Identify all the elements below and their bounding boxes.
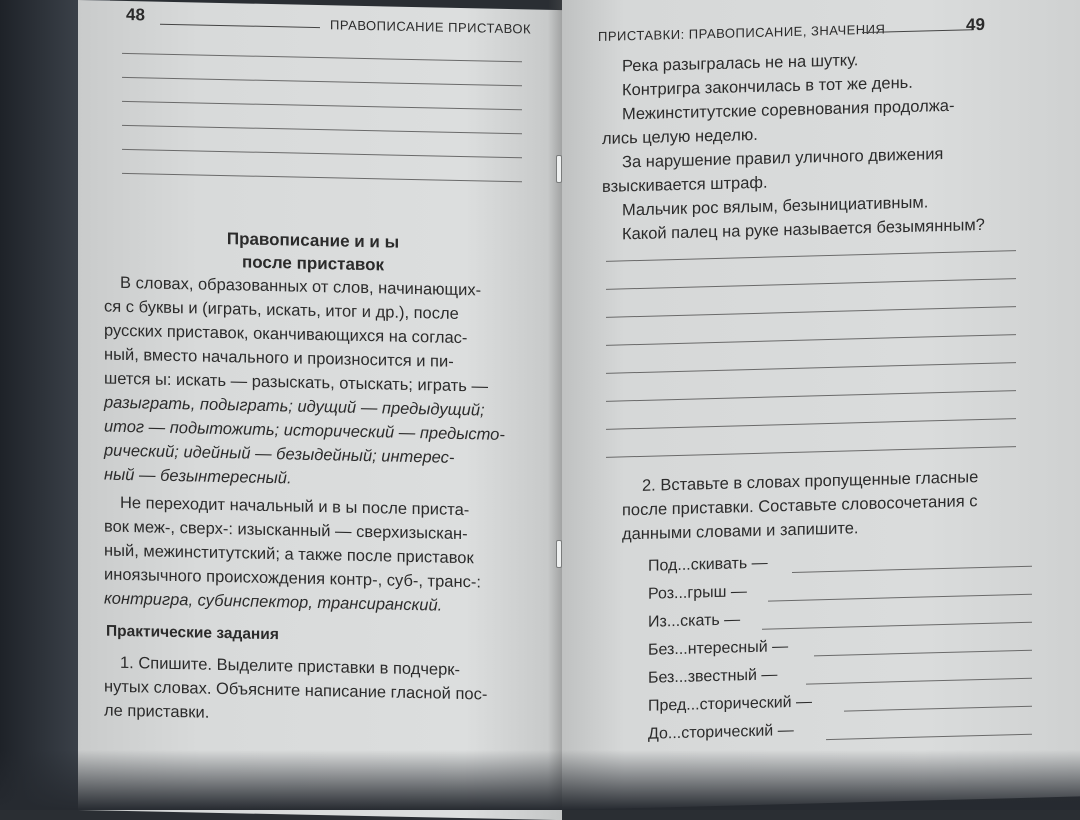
heading-line-2: после приставок [241,252,385,275]
text-line: после приставки. Составьте словосочетания с [622,492,978,520]
writing-line [122,125,522,134]
text-line: ный, вместо начального и произносится и пи- [104,345,454,371]
writing-line [122,149,522,158]
answer-line [826,734,1032,740]
practice-heading: Практические задания [106,622,279,644]
text-line: русских приставок, оканчивающихся на соглас- [104,321,468,348]
writing-line [606,362,1016,374]
text-line: Не переходит начальный и в ы после приста- [120,493,470,520]
sentence-text: лись целую неделю. [602,125,758,148]
word-item: Роз...грыш — [648,583,747,603]
text-line: рический; идейный — безыдейный; интерес- [104,441,455,467]
running-head-left: ПРАВОПИСАНИЕ ПРИСТАВОК [330,17,532,37]
text-line: данными словами и запишите. [622,519,859,544]
writing-line [122,173,522,182]
header-rule [160,24,320,28]
writing-line [606,334,1016,346]
sentence-text: За нарушение правил уличного движения [622,145,944,172]
writing-line [606,278,1016,290]
writing-line [122,53,522,62]
text-line: шется ы: искать — разыскать, отыскать; играть — [104,369,488,396]
writing-line [122,77,522,86]
writing-line [606,446,1016,458]
text-line: вок меж-, сверх-: изысканный — сверхизыскан- [104,517,468,544]
page-number-right: 49 [966,14,985,35]
writing-line [606,418,1016,430]
sentence-text: Река разыгралась не на шутку. [622,51,859,76]
answer-line [844,706,1032,712]
task-1 [104,651,534,732]
answer-line [762,622,1032,630]
answer-line [792,566,1032,573]
rule-paragraph [104,271,534,496]
right-page [562,0,1080,810]
task-2 [622,463,1052,546]
exception-paragraph [104,491,534,620]
sentence-text: Мальчик рос вялым, безынициативным. [622,193,929,220]
text-line: ный, межинститутский; а также после приставок [104,541,474,568]
text-line: 2. Вставьте в словах пропущенные гласные [642,468,979,495]
answer-line [806,678,1032,685]
exercise-sentences [602,43,1052,247]
heading-line-1: Правописание и и ы [226,229,400,252]
book-shadow-bottom [0,750,1080,810]
word-item: Пред...сторический — [648,693,813,715]
text-line: ся с буквы и (играть, искать, итог и др.), после [104,297,459,323]
word-item: Без...звестный — [648,666,778,687]
word-item: Под...скивать — [648,554,768,575]
text-line: разыграть, подыграть; идущий — предыдущий; [104,393,485,420]
text-line: В словах, образованных от слов, начинающих- [120,273,482,300]
page-number-left: 48 [126,5,145,25]
word-item: Из...скать — [648,611,741,631]
text-line: итог — подытожить; исторический — предысто- [104,417,505,444]
sentence-text: Межинститутские соревнования продолжа- [622,96,955,124]
text-line: иноязычного происхождения контр-, суб-, транс-: [104,565,481,592]
text-line: ный — безынтересный. [104,465,292,488]
left-page [78,0,562,820]
text-line: контригра, субинспектор, трансиранский. [104,589,443,615]
answer-line [768,594,1032,602]
answer-line [814,650,1032,657]
running-head-right: ПРИСТАВКИ: ПРАВОПИСАНИЕ, ЗНАЧЕНИЯ [598,21,886,45]
sentence-text: Какой палец на руке называется безымянным? [622,215,985,244]
writing-line [606,390,1016,402]
sentence-text: взыскивается штраф. [602,173,768,196]
writing-line [606,250,1016,262]
word-item: До...сторический — [648,721,794,743]
text-line: нутых словах. Объясните написание гласной пос- [104,677,488,704]
writing-line [122,101,522,110]
section-heading [168,226,458,278]
writing-line [606,306,1016,318]
sentence-text: Контригра закончилась в тот же день. [622,73,913,100]
text-line: ле приставки. [104,701,210,722]
text-line: 1. Спишите. Выделите приставки в подчерк- [120,653,460,680]
word-item: Без...нтересный — [648,638,789,659]
